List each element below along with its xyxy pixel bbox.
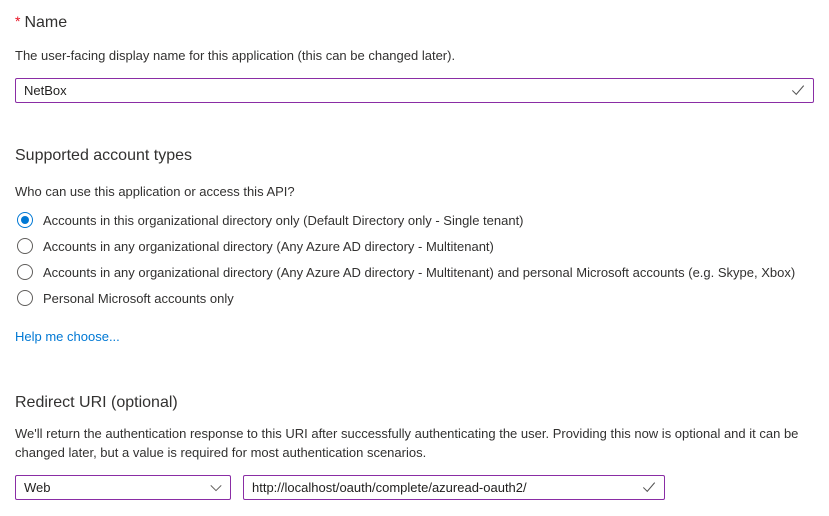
chevron-down-icon <box>210 482 222 494</box>
redirect-uri-input[interactable] <box>243 475 665 500</box>
help-me-choose-link[interactable]: Help me choose... <box>15 329 120 344</box>
redirect-uri-fields <box>15 475 814 500</box>
account-types-radio-group <box>15 207 814 311</box>
account-types-heading: Supported account types <box>15 147 193 164</box>
radio-option-multitenant[interactable] <box>15 233 814 259</box>
radio-button[interactable] <box>17 290 33 306</box>
name-description: The user-facing display name for this application (this can be changed later). <box>15 48 456 63</box>
radio-option-label: Accounts in any organizational directory (Any Azure AD directory - Multitenant) and personal Microsoft accounts (e.g. Skype, Xbox) <box>43 264 796 280</box>
platform-select-value: Web <box>24 480 51 495</box>
radio-button[interactable] <box>17 212 33 228</box>
radio-button[interactable] <box>17 264 33 280</box>
radio-option-label: Accounts in this organizational directory only (Default Directory only - Single tenant) <box>43 212 524 228</box>
required-asterisk: * <box>15 13 21 29</box>
radio-option-label: Accounts in any organizational directory (Any Azure AD directory - Multitenant) <box>43 238 494 254</box>
redirect-uri-input-wrap <box>243 475 665 500</box>
name-section-heading <box>15 11 814 33</box>
radio-button[interactable] <box>17 238 33 254</box>
redirect-uri-heading: Redirect URI (optional) <box>15 394 178 411</box>
redirect-uri-description: We'll return the authentication response to this URI after successfully authenticating the user. Providing this now is optional and it can be changed later, but a value is required for most authentication scenarios. <box>15 426 799 460</box>
account-types-question: Who can use this application or access this API? <box>15 184 295 199</box>
name-input-wrap <box>15 78 814 103</box>
radio-option-single-tenant[interactable] <box>15 207 814 233</box>
name-input[interactable] <box>15 78 814 103</box>
radio-option-multitenant-personal[interactable] <box>15 259 814 285</box>
name-label: Name <box>24 14 68 31</box>
radio-option-label: Personal Microsoft accounts only <box>43 290 234 306</box>
platform-select[interactable] <box>15 475 231 500</box>
radio-option-personal-only[interactable] <box>15 285 814 311</box>
